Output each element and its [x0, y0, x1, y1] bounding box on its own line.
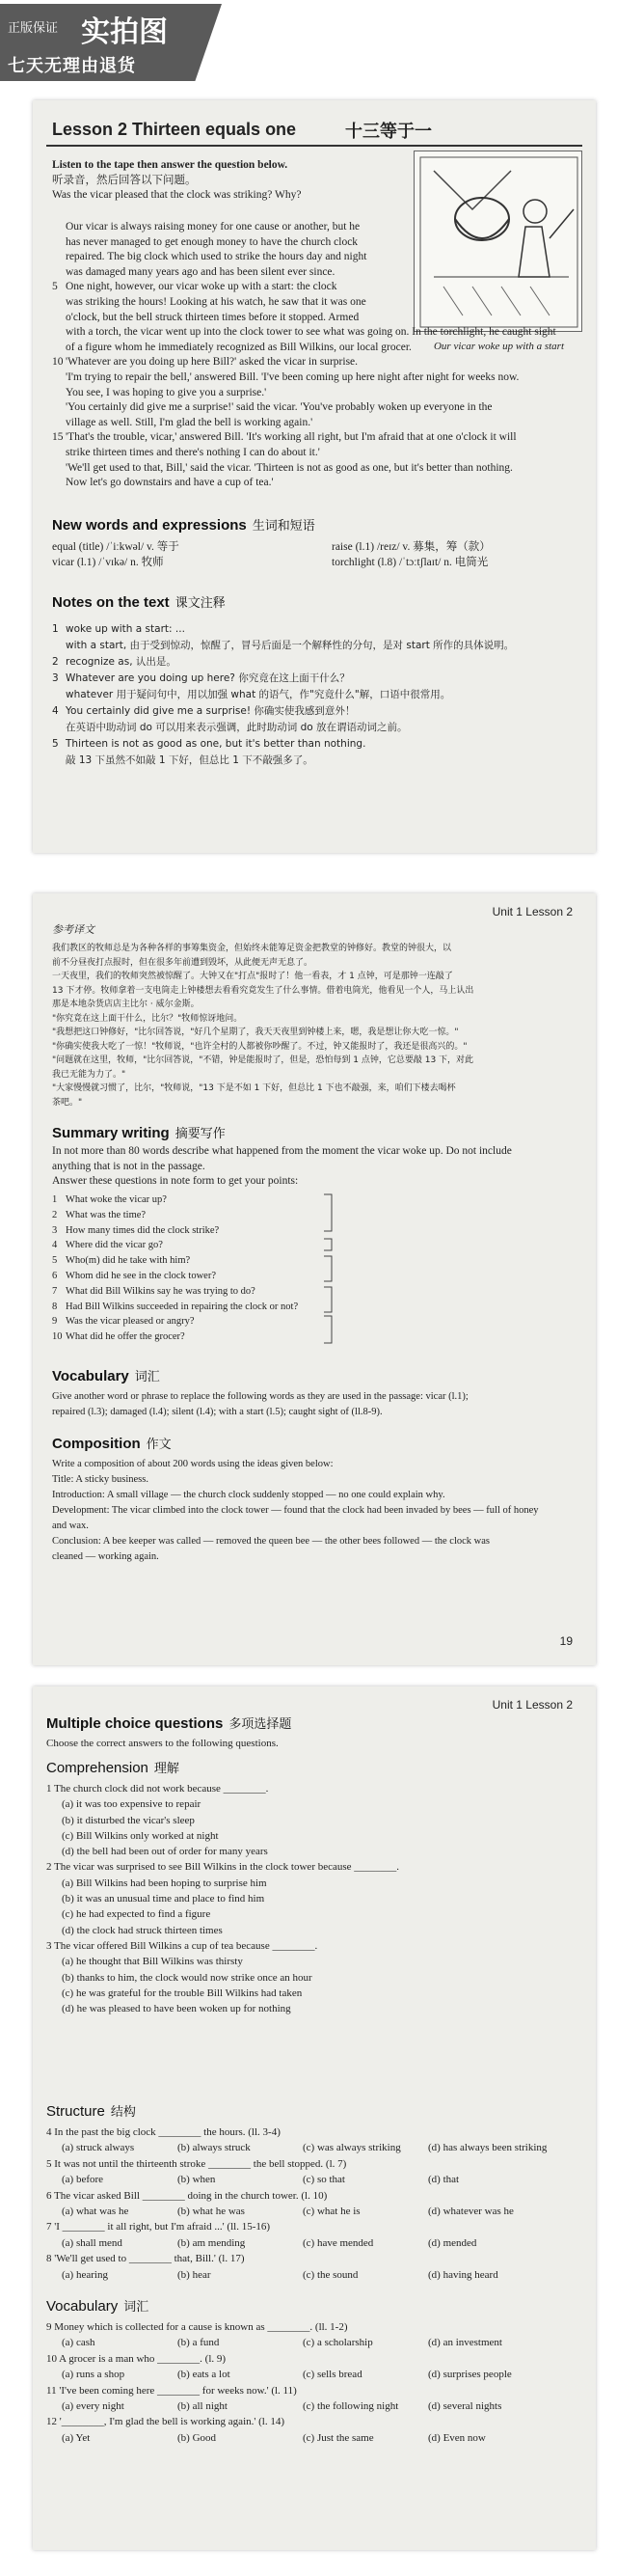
question-stem-text: 7 'I ________ it all right, but I'm afraid ...' (ll. 15-16)	[46, 2221, 271, 2233]
note-line-number: 3	[52, 672, 59, 684]
translation-line-text: "我想把这口钟修好，"比尔回答说，"好几个星期了，我天天夜里到钟楼上来，嗯，我是想让你大吃一惊。"	[52, 1028, 459, 1037]
textbook-page-multiple-choice	[33, 1686, 596, 2550]
passage-line-number: 5	[52, 281, 58, 293]
summary-title-zh: 摘要写作	[174, 1127, 226, 1141]
summary-question	[52, 1253, 438, 1269]
summary-question-number: 5	[52, 1255, 58, 1267]
mc-instruction: Choose the correct answers to the following questions.	[46, 1738, 279, 1749]
composition-line-text: Write a composition of about 200 words using the ideas given below:	[52, 1459, 334, 1469]
answer-option[interactable]: (c) he was grateful for the trouble Bill Wilkins had taken	[62, 1987, 303, 1999]
answer-option[interactable]: (c) have mended	[303, 2236, 374, 2249]
note-line	[52, 736, 588, 753]
summary-question-number: 4	[52, 1240, 58, 1251]
summary-question-text: Was the vicar pleased or angry?	[66, 1316, 195, 1328]
vocab-heading	[52, 1366, 160, 1384]
summary-question	[52, 1329, 438, 1345]
summary-intro-line-text: In not more than 80 words describe what happened from the moment the vicar woke up. Do not include	[52, 1145, 512, 1157]
note-line	[52, 703, 588, 720]
answer-option[interactable]: (a) he thought that Bill Wilkins was thirsty	[62, 1956, 243, 1968]
vocabulary-questions	[46, 2319, 586, 2446]
summary-question-number: 6	[52, 1270, 58, 1281]
summary-question	[52, 1223, 438, 1239]
translation-line-text: 一天夜里，我们的牧师突然被惊醒了。大钟又在"打点"报时了！他一看表，才 1 点钟，可是那钟一连敲了	[52, 972, 453, 981]
vocabulary-title-zh: 词汇	[123, 2300, 149, 2315]
summary-question	[52, 1284, 438, 1300]
note-line-number: 1	[52, 623, 59, 635]
question-stem-text: 1 The church clock did not work because ________.	[46, 1783, 269, 1795]
answer-option[interactable]: (c) the sound	[303, 2268, 359, 2281]
vocab-line	[52, 1389, 588, 1405]
lesson-header	[46, 112, 582, 147]
summary-question-number: 8	[52, 1301, 58, 1312]
translation-line-text: 前不分昼夜打点报时，但在很多年前遭到毁坏，从此便无声无息了。	[52, 957, 313, 968]
answer-option[interactable]: (c) Bill Wilkins only worked at night	[62, 1829, 219, 1842]
passage-line	[52, 355, 588, 370]
note-line	[52, 621, 588, 638]
note-line-text: Whatever are you doing up here? 你究竟在这上面干什么？	[66, 672, 350, 684]
passage-line-text: 'Whatever are you doing up here Bill?' asked the vicar in surprise.	[66, 356, 359, 369]
question-stem	[46, 2219, 586, 2234]
note-line	[52, 753, 588, 769]
answer-option[interactable]: (a) every night	[62, 2400, 124, 2413]
summary-question-number: 10	[52, 1331, 63, 1343]
composition-line-text: Title: A sticky business.	[52, 1474, 148, 1485]
answer-option[interactable]: (d) having heard	[428, 2268, 498, 2281]
answer-option[interactable]: (d) an investment	[428, 2337, 502, 2349]
note-line-text: woke up with a start: ...	[66, 623, 185, 635]
note-line-text: Thirteen is not as good as one, but it's better than nothing.	[66, 738, 366, 750]
composition-line	[52, 1549, 588, 1565]
question-stem-text: 4 In the past the big clock ________ the hours. (ll. 3-4)	[46, 2126, 281, 2138]
note-line-number: 5	[52, 738, 59, 750]
passage-line	[52, 416, 588, 431]
notes-heading	[52, 592, 226, 611]
translation-line	[52, 1012, 588, 1027]
composition-line-text: Conclusion: A bee keeper was called — removed the queen bee — the other bees followed — the clock was	[52, 1536, 490, 1547]
answer-option[interactable]: (c) was always striking	[303, 2142, 401, 2154]
answer-option[interactable]: (d) that	[428, 2174, 460, 2186]
question-stem-text: 2 The vicar was surprised to see Bill Wilkins in the clock tower because ________.	[46, 1861, 400, 1874]
answer-option[interactable]: (d) whatever was he	[428, 2206, 514, 2218]
new-words-title: New words and expressions	[52, 517, 247, 534]
answer-option[interactable]: (b) eats a lot	[177, 2369, 230, 2381]
passage-line-number: 10	[52, 356, 64, 369]
translation-line-text: "你究竟在这上面干什么，比尔？"牧师惊讶地问。	[52, 1013, 243, 1024]
composition-line	[52, 1534, 588, 1549]
composition-line	[52, 1457, 588, 1472]
passage-line	[52, 386, 588, 401]
passage-line-number: 15	[52, 431, 64, 444]
summary-title: Summary writing	[52, 1125, 170, 1141]
passage-line-text: village as well. Still, I'm glad the bell is working again.'	[66, 416, 313, 428]
composition-line	[52, 1519, 588, 1534]
lesson-question: Was the vicar pleased that the clock was striking? Why?	[52, 189, 302, 202]
note-line	[52, 720, 588, 736]
vocabulary-heading	[46, 2296, 148, 2315]
textbook-page-exercises	[33, 893, 596, 1665]
passage-line	[52, 265, 588, 281]
passage-line	[52, 280, 588, 295]
answer-options-row	[46, 2172, 586, 2187]
summary-intro-line	[52, 1144, 588, 1160]
composition-line	[52, 1472, 588, 1488]
summary-question	[52, 1300, 438, 1315]
answer-option[interactable]: (d) the bell had been out of order for many years	[62, 1846, 268, 1858]
answer-option[interactable]: (b) it was an unusual time and place to find him	[62, 1893, 265, 1905]
vocab-line-text: repaired (l.3); damaged (l.4); silent (l.4); with a start (l.5); caught sight of (ll.8-9).	[52, 1406, 383, 1417]
mc-title-zh: 多项选择题	[228, 1717, 292, 1732]
summary-question-text: Whom did he see in the clock tower?	[66, 1270, 216, 1281]
comprehension-heading	[46, 1758, 179, 1776]
lesson-title-zh: 十三等于一	[345, 122, 432, 141]
answer-option[interactable]: (b) Good	[177, 2431, 217, 2444]
structure-questions	[46, 2124, 586, 2283]
passage-line-text: was striking the hours! Looking at his watch, he saw that it was one	[66, 295, 366, 308]
note-line	[52, 638, 588, 654]
note-line-text: whatever 用于疑问句中，用以加强 what 的语气，作"究竟什么"解，口语中很常用。	[66, 689, 451, 700]
answer-option[interactable]: (a) cash	[62, 2337, 95, 2349]
translation-line	[52, 942, 588, 956]
translation-line-text: "问题就在这里，牧师，"比尔回答说，"不错，钟是能报时了，但是，恐怕每到 1 点钟，它总要敲 13 下，对此	[52, 1055, 474, 1065]
summary-intro-line-text: anything that is not in the passage.	[52, 1160, 205, 1172]
passage-line-text: Our vicar is always raising money for one cause or another, but he	[66, 221, 361, 233]
answer-options-row	[46, 2235, 586, 2251]
summary-question	[52, 1314, 438, 1329]
new-words-left	[52, 540, 322, 570]
answer-option[interactable]: (d) mended	[428, 2236, 477, 2249]
answer-option[interactable]: (a) before	[62, 2174, 104, 2186]
note-line-text: You certainly did give me a surprise! 你确实使我感到意外！	[66, 705, 356, 717]
translation-line-text: 那是本地杂货店店主比尔 · 威尔金斯。	[52, 1000, 200, 1009]
answer-options-row	[46, 2267, 586, 2283]
answer-option[interactable]: (a) Bill Wilkins had been hoping to surprise him	[62, 1877, 267, 1889]
passage-line-text: You see, I was hoping to give you a surprise.'	[66, 386, 267, 398]
answer-option[interactable]: (c) Just the same	[303, 2431, 374, 2444]
answer-option[interactable]: (c) what he is	[303, 2206, 361, 2218]
translation-line	[52, 1054, 588, 1068]
translation-line-text: 我们教区的牧师总是为各种各样的事筹集资金，但始终未能筹足资金把教堂的钟修好。教堂的钟很大，以	[52, 944, 452, 953]
question-stem	[46, 1938, 586, 1954]
translation-line	[52, 998, 588, 1012]
passage-line	[52, 400, 588, 416]
vocabulary-title: Vocabulary	[46, 2298, 119, 2315]
summary-question-number: 1	[52, 1194, 58, 1205]
translation-line	[52, 1096, 588, 1110]
answer-options-row	[46, 2140, 586, 2155]
translation-line	[52, 1040, 588, 1055]
passage-line-text: Now let's go downstairs and have a cup of tea.'	[66, 477, 274, 489]
promo-banner	[0, 0, 617, 96]
passage-line	[52, 325, 588, 341]
note-line	[52, 654, 588, 671]
translation-line	[52, 1082, 588, 1096]
instruction-text-zh: 听录音，然后回答以下问题。	[52, 174, 197, 186]
summary-question-text: What was the time?	[66, 1209, 147, 1220]
translation-title: 参考译文	[52, 923, 94, 936]
composition-line-text: cleaned — working again.	[52, 1551, 159, 1562]
structure-title: Structure	[46, 2103, 105, 2120]
notes-title-zh: 课文注释	[174, 596, 226, 611]
note-line-text: 敲 13 下虽然不如敲 1 下好，但总比 1 下不敲强多了。	[66, 754, 313, 766]
translation-line	[52, 970, 588, 984]
answer-option[interactable]: (b) all night	[177, 2400, 228, 2413]
summary-question-text: Had Bill Wilkins succeeded in repairing the clock or not?	[66, 1301, 299, 1312]
banner-title: 实拍图	[81, 15, 168, 49]
word-entry: equal (title) /ˈiːkwəl/ v. 等于	[52, 541, 179, 553]
answer-options-row	[46, 2204, 586, 2219]
question-stem-text: 3 The vicar offered Bill Wilkins a cup of tea because ________.	[46, 1939, 318, 1952]
summary-question	[52, 1192, 438, 1208]
passage-line	[52, 250, 588, 265]
question-stem	[46, 2383, 586, 2398]
composition-line-text: Introduction: A small village — the church clock suddenly stopped — no one could explain why.	[52, 1490, 445, 1500]
note-line-text: recognize as, 认出是。	[66, 656, 176, 668]
composition-line-text: Development: The vicar climbed into the clock tower — found that the clock had been invaded by bees — full of honey	[52, 1505, 539, 1516]
passage-line-text: was damaged many years ago and has been silent ever since.	[66, 265, 335, 278]
answer-option[interactable]: (a) Yet	[62, 2431, 91, 2444]
answer-option[interactable]: (c) he had expected to find a figure	[62, 1908, 211, 1921]
translation-line-text: "大家慢慢就习惯了，比尔，"牧师说，"13 下是不如 1 下好，但总比 1 下也不敲强，来，咱们下楼去喝杯	[52, 1083, 456, 1093]
summary-questions	[52, 1192, 438, 1345]
answer-option[interactable]: (b) what he was	[177, 2206, 245, 2218]
summary-question-text: What did he offer the grocer?	[66, 1331, 185, 1343]
question-stem	[46, 2351, 586, 2367]
passage-line	[52, 476, 588, 491]
answer-option[interactable]: (b) when	[177, 2174, 216, 2186]
passage-line	[52, 295, 588, 311]
mc-heading	[46, 1713, 291, 1732]
passage-line	[52, 370, 588, 386]
composition-line-text: and wax.	[52, 1521, 89, 1531]
composition-heading	[52, 1434, 172, 1452]
translation-line	[52, 1026, 588, 1040]
summary-brackets	[322, 1192, 341, 1347]
summary-intro-line	[52, 1174, 588, 1190]
answer-option[interactable]: (b) a fund	[177, 2337, 220, 2349]
passage-line-text: 'We'll get used to that, Bill,' said the vicar. 'Thirteen is not as good as one, but it's better than nothing.	[66, 461, 513, 474]
answer-options-row	[46, 2367, 586, 2382]
summary-intro-line-text: Answer these questions in note form to get your points:	[52, 1175, 299, 1188]
structure-title-zh: 结构	[110, 2105, 136, 2120]
illustration-caption: Our vicar woke up with a start	[433, 341, 565, 352]
translation-line	[52, 1068, 588, 1082]
composition-line	[52, 1503, 588, 1519]
banner-guarantee: 正版保证	[8, 21, 59, 36]
answer-option[interactable]: (a) shall mend	[62, 2236, 122, 2249]
answer-option[interactable]: (b) thanks to him, the clock would now strike once an hour	[62, 1971, 312, 1984]
question-stem	[46, 2251, 586, 2266]
notes-list	[52, 621, 588, 769]
note-line	[52, 671, 588, 687]
answer-option[interactable]: (d) surprises people	[428, 2369, 512, 2381]
summary-intro-line	[52, 1160, 588, 1175]
passage-line	[52, 311, 588, 326]
answer-option[interactable]: (b) hear	[177, 2268, 211, 2281]
passage-line	[52, 341, 588, 356]
question-stem-text: 11 'I've been coming here ________ for weeks now.' (l. 11)	[46, 2384, 297, 2397]
answer-option[interactable]: (d) he was pleased to have been woken up for nothing	[62, 2003, 291, 2015]
vocab-line-text: Give another word or phrase to replace the following words as they are used in the passage: vicar (l.1);	[52, 1391, 469, 1402]
answer-option[interactable]: (a) runs a shop	[62, 2369, 125, 2381]
question-stem	[46, 2188, 586, 2204]
answer-option[interactable]: (c) the following night	[303, 2400, 399, 2413]
notes-title: Notes on the text	[52, 594, 170, 611]
note-line-number: 4	[52, 705, 59, 717]
vocab-title-zh: 词汇	[134, 1370, 160, 1384]
vocab-text	[52, 1389, 588, 1419]
comprehension-title-zh: 理解	[153, 1762, 179, 1776]
answer-option[interactable]: (b) always struck	[177, 2142, 251, 2154]
summary-question	[52, 1269, 438, 1284]
new-words-title-zh: 生词和短语	[252, 519, 315, 534]
question-stem-text: 8 'We'll get used to ________ that, Bill.' (l. 17)	[46, 2253, 245, 2265]
summary-question-number: 7	[52, 1285, 58, 1297]
running-header: Unit 1 Lesson 2	[492, 905, 573, 918]
question-stem-text: 5 It was not until the thirteenth stroke ________ the bell stopped. (l. 7)	[46, 2157, 347, 2170]
note-line-text: with a start, 由于受到惊动，惊醒了，冒号后面是一个解释性的分句，是对 start 所作的具体说明。	[66, 640, 515, 651]
listening-instruction	[52, 158, 409, 204]
passage-line-text: 'You certainly did give me a surprise!' said the vicar. 'You've probably woken up everyone in the	[66, 401, 493, 414]
translation-line-text: "你确实使我大吃了一惊！"牧师说，"也许全村的人都被你吵醒了。不过，钟又能报时了，我还是很高兴的。"	[52, 1041, 468, 1052]
word-entry: raise (l.1) /reɪz/ v. 募集，筹（款）	[332, 541, 491, 553]
lesson-title: Lesson 2 Thirteen equals one	[52, 120, 297, 139]
word-entry: vicar (l.1) /ˈvɪkə/ n. 牧师	[52, 556, 164, 568]
structure-heading	[46, 2101, 136, 2120]
passage-line-text: 'That's the trouble, vicar,' answered Bill. 'It's working all right, but I'm afraid that at one o'clock it will	[66, 431, 517, 444]
new-words-right	[332, 540, 592, 570]
summary-question-number: 2	[52, 1209, 58, 1220]
passage-line-text: One night, however, our vicar woke up with a start: the clock	[66, 281, 337, 293]
passage-line	[52, 235, 588, 251]
answer-option[interactable]: (c) a scholarship	[303, 2337, 373, 2349]
passage-line-text: has never managed to get enough money to have the church clock	[66, 235, 359, 248]
instruction-text: Listen to the tape then answer the question below.	[52, 159, 288, 171]
answer-options-row	[46, 2430, 586, 2446]
running-header: Unit 1 Lesson 2	[492, 1698, 573, 1712]
note-line-number: 2	[52, 656, 59, 668]
word-entry: torchlight (l.8) /ˈtɔːtʃlaɪt/ n. 电筒光	[332, 556, 489, 568]
question-stem	[46, 2414, 586, 2429]
composition-title-zh: 作文	[146, 1438, 172, 1452]
answer-options-row	[46, 2335, 586, 2350]
summary-question-text: How many times did the clock strike?	[66, 1224, 220, 1236]
answer-option[interactable]: (b) am mending	[177, 2236, 246, 2249]
summary-intro	[52, 1144, 588, 1190]
passage-line-text: o'clock, but the bell struck thirteen times before it stopped. Armed	[66, 311, 360, 323]
passage-line	[52, 220, 588, 235]
summary-question-text: Where did the vicar go?	[66, 1240, 163, 1251]
comprehension-title: Comprehension	[46, 1760, 148, 1776]
composition-line	[52, 1488, 588, 1503]
passage-line-text: 'I'm trying to repair the bell,' answered Bill. 'I've been coming up here night after night for weeks now.	[66, 370, 520, 383]
summary-question-number: 3	[52, 1224, 58, 1236]
summary-heading	[52, 1123, 226, 1141]
answer-option[interactable]: (a) what was he	[62, 2206, 129, 2218]
answer-option[interactable]: (c) sells bread	[303, 2369, 362, 2381]
question-stem	[46, 2319, 586, 2335]
question-stem-text: 6 The vicar asked Bill ________ doing in the church tower. (l. 10)	[46, 2189, 328, 2202]
summary-question-text: Who(m) did he take with him?	[66, 1255, 191, 1267]
question-stem	[46, 2124, 586, 2140]
lesson-passage	[52, 220, 588, 491]
summary-question-text: What woke the vicar up?	[66, 1194, 167, 1205]
textbook-page-lesson	[33, 100, 596, 853]
answer-options-row	[46, 2398, 586, 2414]
translation-line-text: 我已无能为力了。"	[52, 1069, 126, 1080]
translation-line-text: 茶吧。"	[52, 1097, 83, 1108]
page-number: 19	[559, 1634, 573, 1648]
answer-option[interactable]: (a) struck always	[62, 2142, 135, 2154]
comprehension-questions	[46, 1781, 586, 2016]
summary-question	[52, 1238, 438, 1253]
vocab-title: Vocabulary	[52, 1368, 129, 1384]
answer-option[interactable]: (d) the clock had struck thirteen times	[62, 1924, 223, 1936]
answer-option[interactable]: (a) hearing	[62, 2268, 108, 2281]
passage-line-text: of a figure whom he immediately recognized as Bill Wilkins, our local grocer.	[66, 341, 412, 353]
question-stem	[46, 2156, 586, 2172]
composition-title: Composition	[52, 1436, 141, 1452]
answer-option[interactable]: (c) so that	[303, 2174, 345, 2186]
translation-text	[52, 942, 588, 1110]
banner-return-policy: 七天无理由退货	[8, 56, 136, 76]
passage-line	[52, 430, 588, 446]
passage-line-text: strike thirteen times and there's nothing I can do about it.'	[66, 446, 320, 458]
question-stem-text: 9 Money which is collected for a cause is known as ________. (ll. 1-2)	[46, 2321, 348, 2333]
answer-option[interactable]: (d) several nights	[428, 2400, 502, 2413]
summary-question-number: 9	[52, 1316, 58, 1328]
note-line	[52, 687, 588, 703]
passage-line	[52, 461, 588, 477]
vocab-line	[52, 1405, 588, 1420]
translation-line-text: 13 下才停。牧师拿着一支电筒走上钟楼想去看看究竟发生了什么事情。借着电筒光，他看见一个人，马上认出	[52, 985, 474, 996]
question-stem-text: 10 A grocer is a man who ________. (l. 9)	[46, 2352, 227, 2365]
answer-option[interactable]: (d) has always been striking	[428, 2142, 548, 2154]
question-stem	[46, 1859, 586, 1875]
note-line-text: 在英语中助动词 do 可以用来表示强调，此时助动词 do 放在谓语动词之前。	[66, 722, 408, 733]
passage-line-text: repaired. The big clock which used to strike the hours day and night	[66, 251, 367, 263]
passage-line-text: with a torch, the vicar went up into the clock tower to see what was going on. In the torchlight, he caught sight	[66, 326, 556, 339]
new-words-heading	[52, 515, 315, 534]
passage-line	[52, 446, 588, 461]
question-stem	[46, 1781, 586, 1796]
composition-text	[52, 1457, 588, 1565]
answer-option[interactable]: (a) it was too expensive to repair	[62, 1798, 201, 1811]
summary-question-text: What did Bill Wilkins say he was trying to do?	[66, 1285, 255, 1297]
question-stem-text: 12 '________, I'm glad the bell is working again.' (l. 14)	[46, 2416, 284, 2428]
translation-line	[52, 984, 588, 999]
translation-line	[52, 956, 588, 971]
answer-option[interactable]: (b) it disturbed the vicar's sleep	[62, 1814, 195, 1826]
summary-question	[52, 1208, 438, 1223]
mc-title: Multiple choice questions	[46, 1715, 224, 1732]
answer-option[interactable]: (d) Even now	[428, 2431, 486, 2444]
